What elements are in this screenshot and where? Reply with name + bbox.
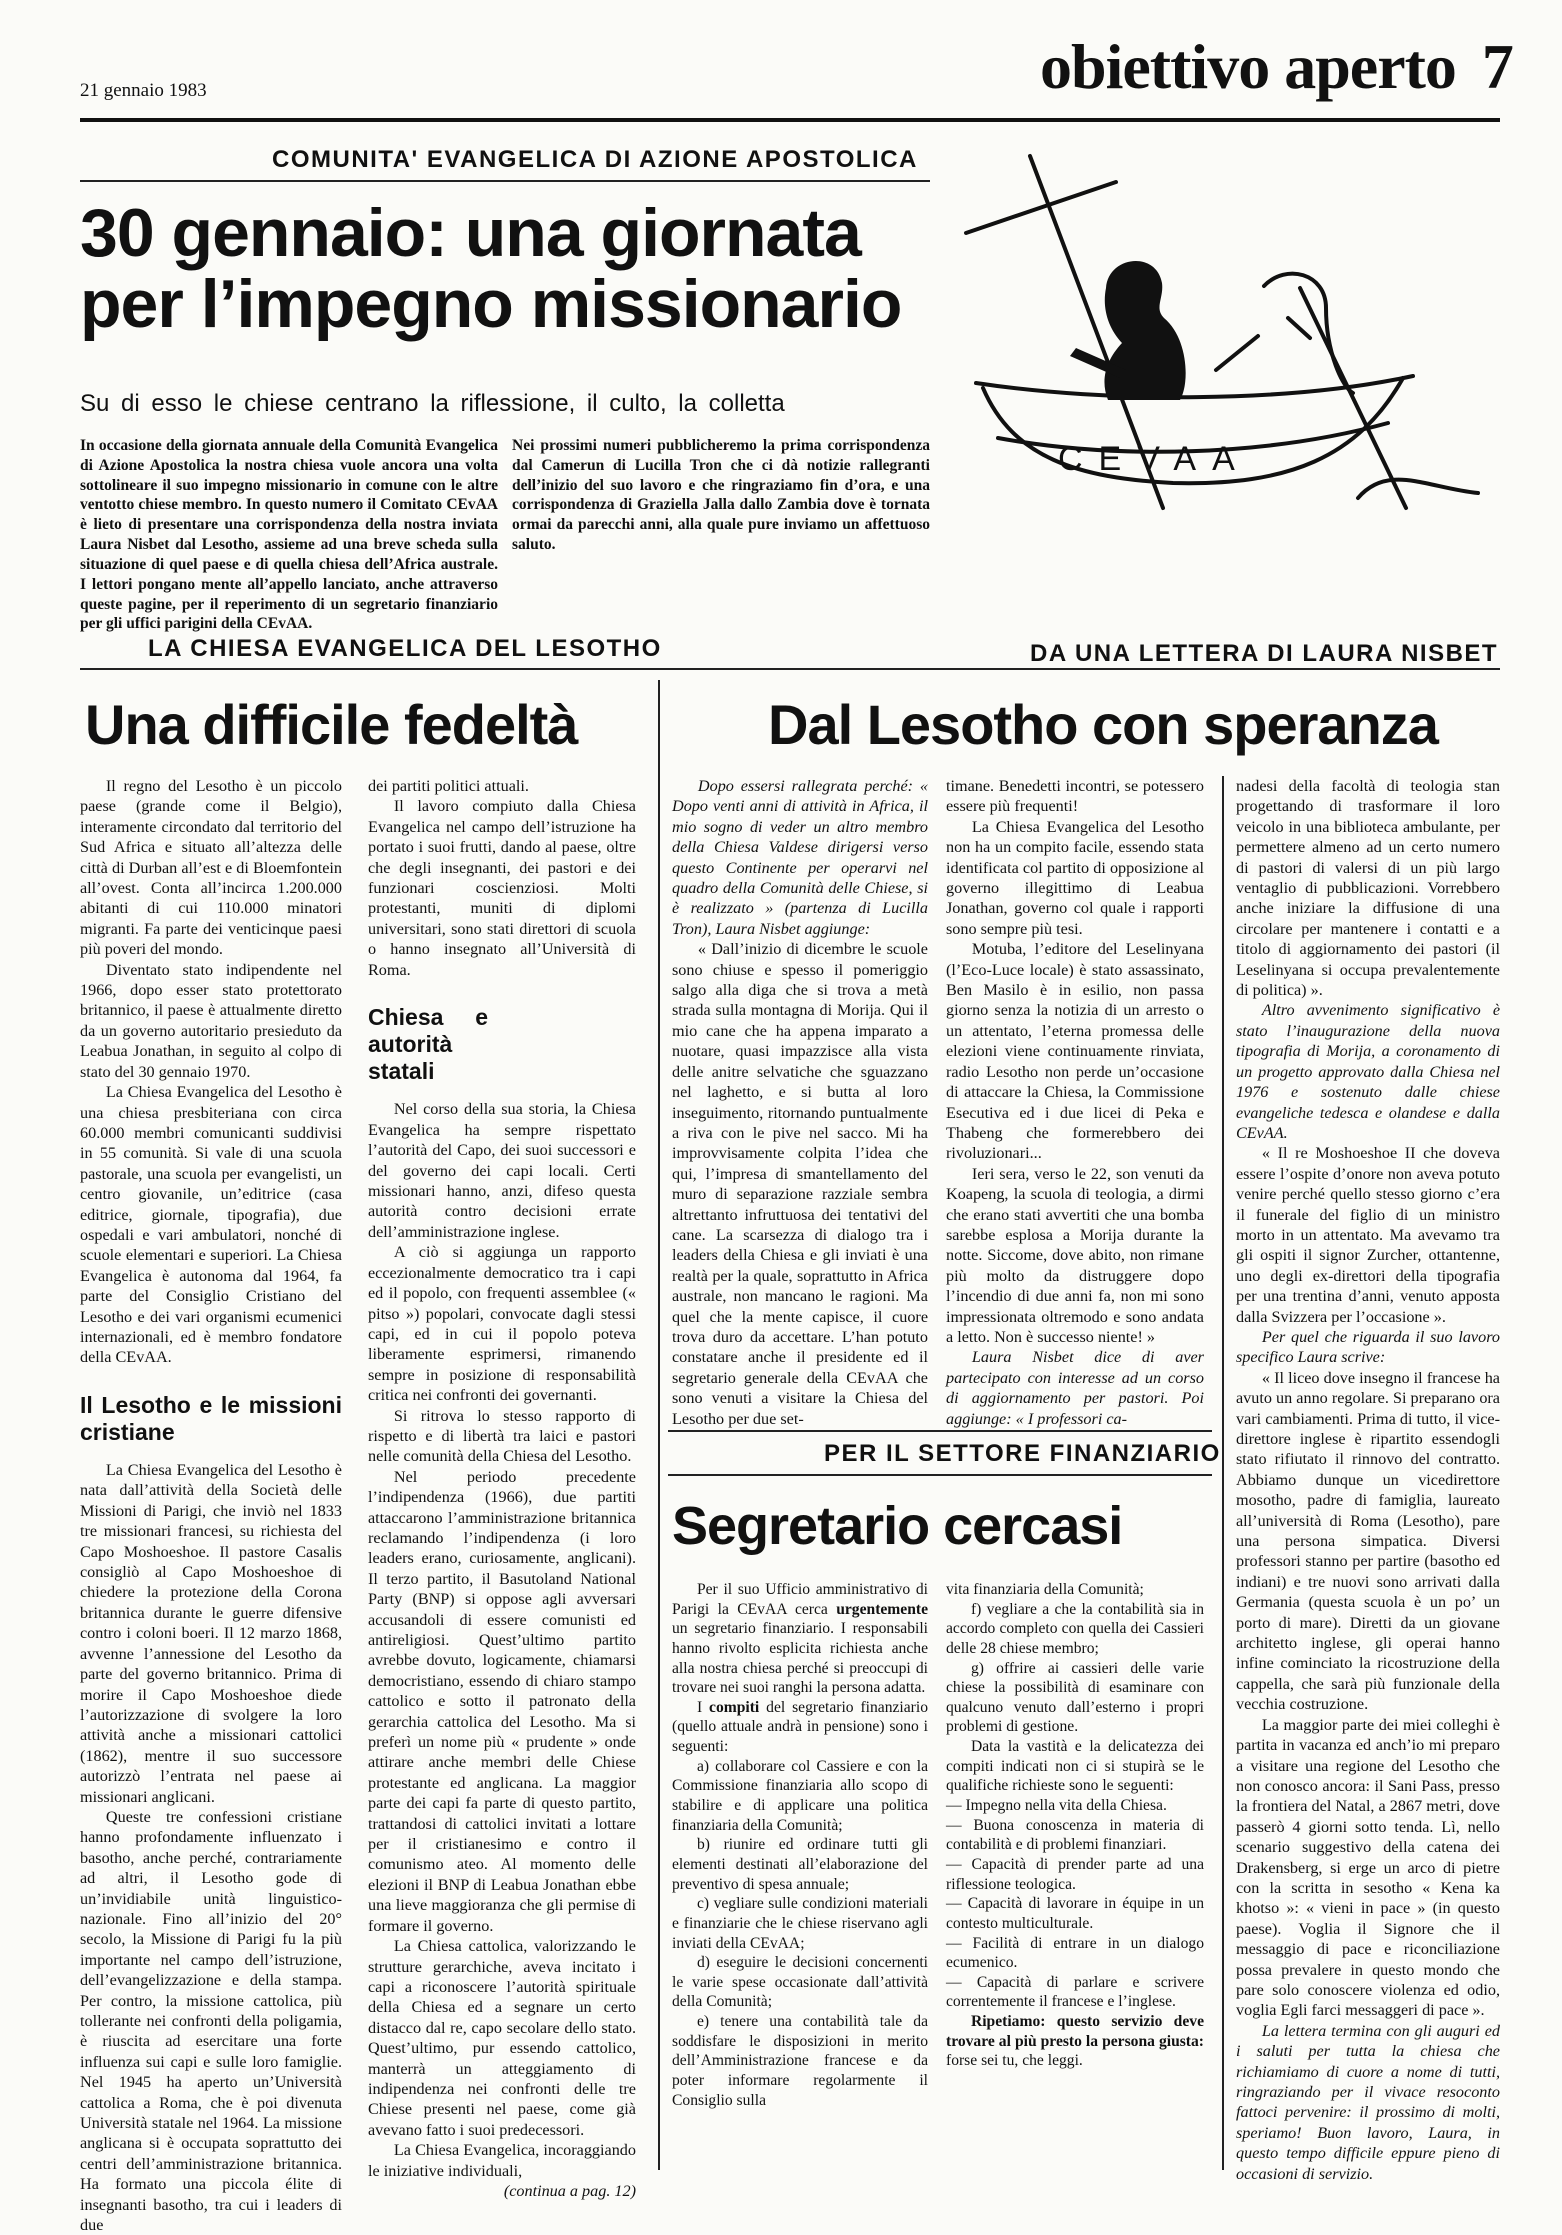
article2-paragraph: Laura Nisbet dice di aver partecipato con interesse ad un corso di aggiornamento per pastori. Poi aggiunge: « I professori ca- bbox=[946, 1348, 1204, 1428]
article1-paragraph: La Chiesa Evangelica, incoraggiando le iniziative individuali, bbox=[368, 2141, 636, 2180]
article3-list-item: b) riunire ed ordinare tutti gli elementi destinati all’elaborazione del preventivo di spesa annuale; bbox=[672, 1836, 928, 1893]
qualification-item: — Buona conoscenza in materia di contabilità e di problemi finanziari. bbox=[946, 1816, 1204, 1854]
header-rule bbox=[80, 118, 1500, 122]
article2-paragraph: Dopo essersi rallegrata perché: « Dopo venti anni di attività in Africa, il mio sogno di veder un altro membro della Chiesa Valdese dirigersi verso questo Continente per operarvi nel quadro della Comunità delle Chiese, si è realizzato » (partenza di Lucilla Tron), Laura Nisbet aggiunge: bbox=[672, 777, 928, 938]
article3-closing: Ripetiamo: questo servizio deve trovare al più presto la persona giusta: forse sei tu, che leggi. bbox=[946, 2013, 1204, 2070]
article2-paragraph: La lettera termina con gli auguri ed i saluti per tutta la chiesa che richiamiamo di cuore a nome di tutti, ringraziando per il vivace resoconto fattoci pervenire: il prossimo di molti, speriamo! Buon lavoro, Laura, in questo tempo difficile eppure pieno di occasioni di servizio. bbox=[1236, 2021, 1500, 2183]
lead-intro-column-2: Nei prossimi numeri pubblicheremo la prima corrispondenza dal Camerun di Lucilla Tron che ci dà notizie rallegranti dell’inizio del suo lavoro e che ringraziamo fin d’ora, e una corrispondenza di Graziella Jalla dallo Zambia dove è tornata ormai da parecchi anni, alla quale pure inviamo un affettuoso saluto. bbox=[512, 437, 930, 554]
cevaa-logo-text: CEVAA bbox=[1058, 440, 1251, 478]
article2-paragraph: « Il liceo dove insegno il francese ha avuto un anno regolare. Si preparano ora vari cambiamenti. Prima di tutto, il vice-direttore inglese è ripartito essendogli stato rifiutato il rinnovo del contratto. Abbiamo dunque un vicedirettore mosotho, padre di famiglia, laureato all’università di Roma (Lesotho), pare una persona simpatica. Diversi professori stanno per partire (basotho ed indiani) e tre nuovi sono arrivati dalla Germania (questa scuola è un po’ un porto di mare). Diretti da un giovane architetto inglese, gli operai hanno infine cominciato la ricostruzione della cappella, che sarà più funzionale della vecchia costruzione. bbox=[1236, 1368, 1500, 1714]
article2-paragraph: La Chiesa Evangelica del Lesotho non ha un compito facile, essendo stata identificata col partito di opposizione al governo illegittimo di Leabua Jonathan, governo col quale i rapporti sono sempre più tesi. bbox=[946, 817, 1204, 938]
article2-column-1 bbox=[672, 776, 928, 1429]
article2-paragraph: Per quel che riguarda il suo lavoro specifico Laura scrive: bbox=[1236, 1327, 1500, 1367]
column-divider bbox=[1222, 776, 1224, 2170]
lead-kicker-rule bbox=[80, 180, 930, 182]
issue-date: 21 gennaio 1983 bbox=[80, 80, 207, 101]
article1-paragraph: Nel corso della sua storia, la Chiesa Evangelica ha sempre rispettato l’autorità del Capo, dei suoi successori e del governo dei capi locali. Certi missionari hanno, anzi, difeso questa autorità contro decisioni errate dell’amministrazione inglese. bbox=[368, 1100, 636, 1241]
article3-list-item: f) vegliare a che la contabilità sia in accordo completo con quella dei Cassieri delle 28 chiese membro; bbox=[946, 1600, 1204, 1657]
article3-paragraph: Per il suo Ufficio amministrativo di Parigi la CEvAA cerca urgentemente un segretario finanziario. I responsabili hanno rivolto esplicita richiesta anche alla nostra chiesa perché si preoccupi di trovare nei suoi ranghi la persona adatta. bbox=[672, 1581, 928, 1697]
article2-paragraph: nadesi della facoltà di teologia stan progettando di trasformare il loro veicolo in una biblioteca ambulante, per permettere almeno ad un certo numero di pastori di valersi di un più largo ventaglio di pubblicazioni. Vorrebbero anche iniziare la diffusione di una circolare per mantenere i contatti e a titolo di aggiornamento dei pastori (il Leselinyana si occupa prevalentemente di politica) ». bbox=[1236, 777, 1500, 1000]
article3-headline: Segretario cercasi bbox=[672, 1496, 1123, 1556]
article1-paragraph: A ciò si aggiunga un rapporto eccezionalmente democratico tra i capi ed il popolo, con frequenti assemblee (« pitso ») popolari, convocate dagli stessi capi, ed in cui il popolo poteva liberamente esprimersi, rimanendo sempre in posizione di responsabilità critica nei confronti dei governanti. bbox=[368, 1243, 636, 1405]
article1-subheading: Chiesa e autorità statali bbox=[368, 1004, 488, 1085]
lead-headline bbox=[80, 195, 960, 343]
article2-headline: Dal Lesotho con speranza bbox=[768, 693, 1438, 756]
article1-paragraph: Il lavoro compiuto dalla Chiesa Evangelica nel campo dell’istruzione ha portato i suoi frutti, dando al paese, oltre che degli insegnanti, dei pastori e dei funzionari coscienziosi. Molti protestanti, muniti di diplomi universitari, sono stati direttori di scuola o hanno insegnato all’Università di Roma. bbox=[368, 797, 636, 979]
cevaa-boat-illustration bbox=[958, 138, 1518, 520]
qualification-item: — Capacità di parlare e scrivere correntemente il francese e l’inglese. bbox=[946, 1973, 1204, 2011]
emphasis: urgentemente bbox=[836, 1600, 928, 1618]
article3-kicker-rule bbox=[668, 1474, 1212, 1476]
page-number: 7 bbox=[1481, 31, 1513, 102]
article3-list-item: g) offrire ai cassieri delle varie chiese la possibilità di esaminare con qualcuno venuto dall’esterno i propri problemi di gestione. bbox=[946, 1659, 1204, 1736]
lead-intro-column-1: In occasione della giornata annuale della Comunità Evangelica di Azione Apostolica la nostra chiesa vuole ancora una volta sottolineare il suo impegno missionario in comune con le altre ventotto chiese membro. In questo numero il Comitato CEvAA è lieto di presentare una corrispondenza della nostra inviata Laura Nisbet dal Lesotho, assieme ad una breve scheda sulla situazione di quel paese e di quella chiesa dell’Africa australe. I lettori pongano mente all’appello lanciato, anche attraverso queste pagine, per il reperimento di un segretario finanziario per gli uffici parigini della CEvAA. bbox=[80, 437, 498, 633]
section-title: obiettivo aperto bbox=[1040, 31, 1456, 102]
article3-column-1 bbox=[672, 1580, 928, 2110]
article3-column-2 bbox=[946, 1580, 1204, 2071]
article1-paragraph: Il regno del Lesotho è un piccolo paese (grande come il Belgio), interamente circondato dal territorio del Sud Africa e situato all’altezza delle città di Durban all’est e di Bloemfontein all’ovest. Conta all’incirca 1.200.000 abitanti di cui 110.000 minatori migranti. Fa parte dei venticinque paesi più poveri del mondo. bbox=[80, 777, 342, 959]
article1-paragraph: Queste tre confessioni cristiane hanno profondamente influenzato i basotho, anche perché, contrariamente ad altri, il Lesotho gode di un’invidiabile unità linguistico-nazionale. Fino all’inizio del 20° secolo, la Missione di Parigi fu la più importante nel campo dell’istruzione, dell’evangelizzazione e della stampa. Per contro, la missione cattolica, più tollerante nei confronti della poligamia, è riuscita ad esercitare una forte influenza sui capi e sulle loro famiglie. Nel 1945 ha aperto un’Università cattolica a Roma, che è poi divenuta Università statale nel 1964. La missione anglicana si è occupata soprattutto dei centri dell’amministrazione britannica. Ha formato una piccola élite di insegnanti basotho, tra cui i leaders di due bbox=[80, 1807, 342, 2235]
article3-list-item: vita finanziaria della Comunità; bbox=[946, 1581, 1144, 1598]
section-divider bbox=[80, 668, 1500, 670]
article1-paragraph: La Chiesa cattolica, valorizzando le strutture gerarchiche, aveva incitato i capi a riconoscere l’autorità spirituale della Chiesa ed a segnare un certo distacco dal re, capo secolare dello stato. Quest’ultimo, pur essendo cattolico, manterrà un atteggiamento di indipendenza nei confronti delle tre Chiese presenti nel paese, come già avevano fatto i suoi predecessori. bbox=[368, 1937, 636, 2139]
article2-paragraph: La maggior parte dei miei colleghi è partita in vacanza ed anch’io mi preparo a visitare una regione del Lesotho che non conosco ancora: il Sani Pass, presso la frontiera del Natal, a 2867 metri, dove passerò 4 giorni sotto tenda. Lì, nello scenario suggestivo della catena dei Drakensberg, si erge un arco di pietre con la scritta in sesotho « Kena ka khotso »: « vieni in pace » (in questo paese). Voglia il Signore che il messaggio di pace e riconciliazione possa prevalere in questo mondo che pare solo conoscere violenza ed odio, voglia Egli farci messaggeri di pace ». bbox=[1236, 1715, 1500, 2020]
article2-paragraph: Altro avvenimento significativo è stato l’inaugurazione della nuova tipografia di Morija, a coronamento di un progetto approvato dalla Chiesa nel 1976 e sostenuto dalle chiese evangeliche tedesca e olandese e dalla CEvAA. bbox=[1236, 1001, 1500, 1142]
article1-column-2 bbox=[368, 776, 636, 2201]
article3-list-item: e) tenere una contabilità tale da soddisfare le disposizioni in merito dell’Amministrazione francese e da poter informare regolarmente il Consiglio sulla bbox=[672, 2013, 928, 2109]
continued-link[interactable]: (continua a pag. 12) bbox=[503, 2181, 636, 2200]
article2-paragraph: timane. Benedetti incontri, se potessero essere più frequenti! bbox=[946, 777, 1204, 816]
headline-line-2: per l’impegno missionario bbox=[80, 266, 902, 343]
article1-paragraph: Si ritrova lo stesso rapporto di rispetto e di libertà tra laici e pastori nelle comunità della Chiesa del Lesotho. bbox=[368, 1406, 636, 1466]
article2-paragraph: « Il re Moshoeshoe II che doveva essere l’ospite d’onore non aveva potuto venire perché quello stesso giorno c’era il funerale del figlio di un ministro morto in un attentato. Ma avevamo tra gli ospiti il signor Zurcher, ottantenne, uno degli ex-direttori della tipografia per una trentina d’anni, venuto apposta dalla Svizzera per l’occasione ». bbox=[1236, 1144, 1500, 1326]
article1-paragraph: Diventato stato indipendente nel 1966, dopo esser stato protettorato britannico, il paese è attualmente diretto da un governo autoritario presieduto da Leabua Jonathan, in seguito al colpo di stato del 30 gennaio 1970. bbox=[80, 960, 342, 1081]
article2-kicker: DA UNA LETTERA DI LAURA NISBET bbox=[1030, 640, 1499, 667]
article1-subheading: Il Lesotho e le missioni cristiane bbox=[80, 1391, 342, 1445]
article2-paragraph: Ieri sera, verso le 22, son venuti da Koapeng, la scuola di teologia, a dirmi che erano stati avvertiti che una bomba sarebbe esplosa a Morija durante la notte. Siccome, dove abito, non rimane più molto da distruggere dopo l’incendio di due anni fa, non mi sono impressionata oltremodo e sono andata a letto. Non è successo niente! » bbox=[946, 1164, 1204, 1346]
article3-paragraph: Data la vastità e la delicatezza dei compiti indicati non ci si stupirà se le qualifiche richieste sono le seguenti: bbox=[946, 1738, 1204, 1795]
article1-headline: Una difficile fedeltà bbox=[85, 693, 578, 756]
article3-list-item: a) collaborare col Cassiere e con la Commissione finanziaria allo scopo di stabilire e di applicare una politica finanziaria della Comunità; bbox=[672, 1757, 928, 1834]
article1-paragraph: Nel periodo precedente l’indipendenza (1966), due partiti attaccarono l’amministrazione britannica reclamando l’indipendenza (i loro leaders erano, curiosamente, anglicani). Il terzo partito, il Basutoland National Party (BNP) si oppose agli avversari accusandoli di essere comunisti ed antireligiosi. Quest’ultimo partito avrebbe dovuto, logicamente, chiamarsi democristiano, essendo di chiaro stampo cattolico e sotto il patronato della gerarchia cattolica del Lesotho. Ma si preferì un nome più « prudente » onde attirare anche membri delle Chiese protestante ed anglicana. La maggior parte dei capi fa parte di questo partito, trattandosi di cattolici invitati a lottare per il cristianesimo e contro il comunismo ateo. Al momento delle elezioni il BNP di Leabua Jonathan ebbe una lieve maggioranza che gli permise di formare il governo. bbox=[368, 1467, 636, 1935]
column-divider bbox=[658, 680, 660, 2170]
qualification-item: — Impegno nella vita della Chiesa. bbox=[946, 1797, 1167, 1815]
article1-paragraph: La Chiesa Evangelica del Lesotho è una chiesa presbiteriana con circa 60.000 membri comunicanti suddivisi in 55 comunità. Si vale di una scuola pastorale, una scuola per evangelisti, un centro giovanile, un’editrice (casa editrice, giornale, tipografia), due ospedali e vari ambulatori, nonché di scuole elementari e superiori. La Chiesa Evangelica è autonoma dal 1964, fa parte del Consiglio Cristiano del Lesotho e dei vari organismi ecumenici internazionali, ed è membro fondatore della CEvAA. bbox=[80, 1083, 342, 1367]
article2-paragraph: « Dall’inizio di dicembre le scuole sono chiuse e spesso il pomeriggio salgo alla diga che si trova a metà strada sulla montagna di Morija. Qui il mio cane che ha appena imparato a nuotare, quasi impazzisce alla vista delle anitre selvatiche che sguazzano nel laghetto, e si butta al loro inseguimento, ritornando puntualmente a riva con le pive nel sacco. Mi ha improvvisamente colpita l’idea che qui, l’impresa di smantellamento del muro di separazione razziale sembra altrettanto infruttuosa dei tentativi del cane. La scarsezza di dialogo tra i leaders della Chiesa e gli inviati è una realtà per la quale, soprattutto in Africa australe, non mancano le ragioni. Ma quel che la mente capisce, il cuore trova duro da accettare. L’han potuto constatare anche il presidente ed il segretario generale della CEvAA che sono venuti a visitare la Chiesa del Lesotho per due set- bbox=[672, 940, 928, 1428]
section-name bbox=[1040, 30, 1513, 104]
qualification-item: — Capacità di prender parte ad una riflessione teologica. bbox=[946, 1855, 1204, 1893]
lead-subhead: Su di esso le chiese centrano la riflessione, il culto, la colletta bbox=[80, 390, 785, 417]
article3-list-item: d) eseguire le decisioni concernenti le varie spese occasionate dall’attività della Comunità; bbox=[672, 1954, 928, 2011]
article3-kicker: PER IL SETTORE FINANZIARIO bbox=[824, 1440, 1221, 1467]
article2-column-3 bbox=[1236, 776, 1500, 2184]
qualification-item: — Facilità di entrare in un dialogo ecumenico. bbox=[946, 1934, 1204, 1972]
article3-paragraph: I compiti del segretario finanziario (quello attuale andrà in pensione) sono i seguenti: bbox=[672, 1698, 928, 1756]
article3-top-rule bbox=[668, 1430, 1212, 1432]
headline-line-1: 30 gennaio: una giornata bbox=[80, 195, 861, 271]
article1-kicker: LA CHIESA EVANGELICA DEL LESOTHO bbox=[148, 635, 662, 662]
article1-paragraph: La Chiesa Evangelica del Lesotho è nata dall’attività della Società delle Missioni di Parigi, che inviò nel 1833 tre missionari francesi, su richiesta del Capo Moshoeshoe. Il pastore Casalis consigliò al Capo Moshoeshoe di chiedere la protezione della Corona britannica durante le guerre difensive contro i coloni boeri. Il 12 marzo 1868, avvenne l’annessione del Lesotho da parte del governo britannico. Prima di morire il Capo Moshoeshoe diede l’autorizzazione di svolgere la loro attività anche a missionari cattolici (1862), mentre il suo successore autorizzò l’entrata nel paese ai missionari anglicani. bbox=[80, 1461, 342, 1806]
article1-paragraph: dei partiti politici attuali. bbox=[368, 777, 529, 795]
lead-kicker: COMUNITA' EVANGELICA DI AZIONE APOSTOLICA bbox=[272, 146, 918, 173]
article1-column-1 bbox=[80, 776, 342, 2235]
article2-column-2 bbox=[946, 776, 1204, 1429]
article3-list-item: c) vegliare sulle condizioni materiali e finanziarie che le chiese riservano agli inviati della CEvAA; bbox=[672, 1895, 928, 1952]
qualification-item: — Capacità di lavorare in équipe in un contesto multiculturale. bbox=[946, 1895, 1204, 1932]
emphasis: compiti bbox=[709, 1698, 760, 1716]
article2-paragraph: Motuba, l’editore del Leselinyana (l’Eco-Luce locale) è stato assassinato, Ben Masilo è in esilio, non passa giorno senza la notizia di un arresto o un attentato, l’eterna promessa delle elezioni viene continuamente rinviata, radio Lesotho non perde un’occasione di attaccare la Chiesa, la Commissione Esecutiva ed i due licei di Peka e Thabeng che formerebbero dei rivoluzionari... bbox=[946, 940, 1204, 1163]
figure-silhouette bbox=[1104, 261, 1185, 400]
